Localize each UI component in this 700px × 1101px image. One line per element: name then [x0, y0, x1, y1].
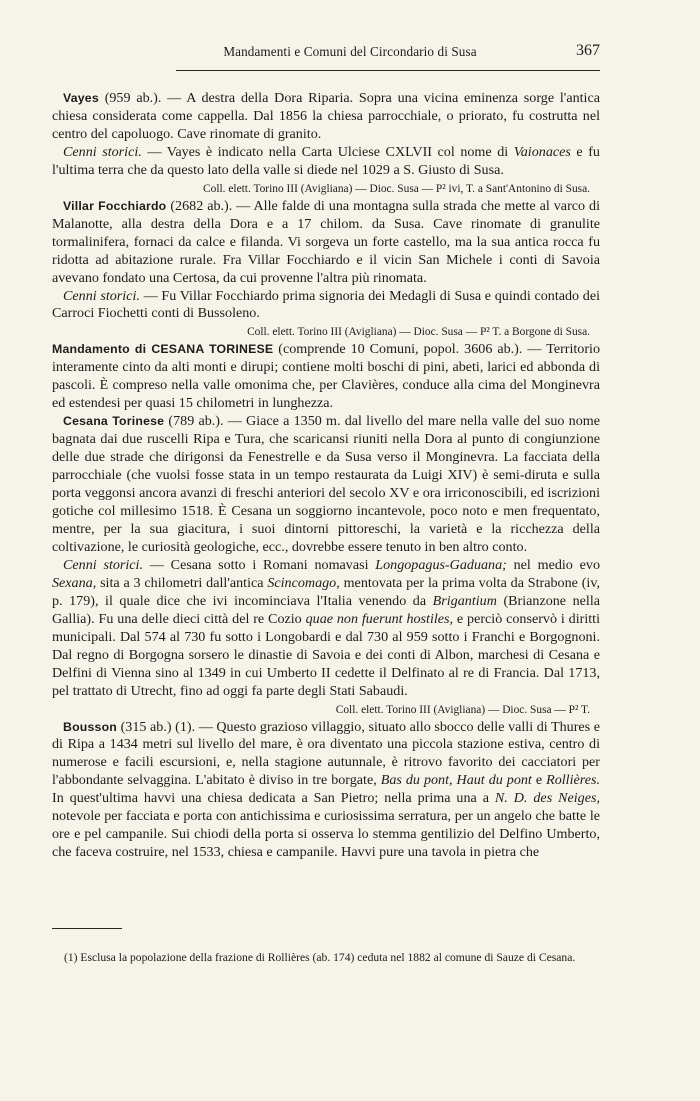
cenni-italic: Longopagus-Gaduana;: [375, 556, 507, 573]
cenni-text: — Cesana sotto i Romani nomavasi: [143, 556, 376, 573]
entry-bousson: [52, 719, 600, 863]
entry-name: Villar Focchiardo: [63, 198, 167, 213]
cenni-italic: Scincomago,: [267, 574, 340, 591]
cenni-label: Cenni storici.: [63, 287, 140, 304]
cenni-text: sita a 3 chilometri dall'antica: [96, 574, 268, 591]
cenni-text: — Fu Villar Focchiardo prima signoria dei Medagli di Susa e quindi contado dei Carroci Fiochetti conti di Bussoleno.: [52, 287, 600, 322]
mandamento-name: Mandamento di CESANA TORINESE: [52, 342, 274, 357]
entry-cesana-torinese: [52, 413, 600, 557]
cenni-label: Cenni storici.: [63, 556, 143, 573]
header-rule: [176, 70, 600, 71]
cenni-italic: quae non fuerunt hostiles,: [305, 610, 454, 627]
cenni-cesana: [52, 557, 600, 701]
entry-italic: Rollières.: [546, 772, 600, 789]
entry-name: Bousson: [63, 719, 118, 734]
entry-text: In quest'ultima havvi una chiesa dedicata a San Pietro; nella prima una a: [52, 790, 495, 807]
cenni-text: mentovata per la prima volta da Strabone (iv, p. 179), il quale dice che ivi incominciava l'Italia venendo da: [52, 574, 600, 609]
entry-name: Vayes: [63, 91, 99, 105]
coll-cesana: Coll. elett. Torino III (Avigliana) — Dioc. Susa — P² T.: [335, 703, 590, 716]
cenni-label: Cenni storici.: [63, 143, 142, 160]
entry-italic: N. D. des Neiges,: [494, 790, 600, 807]
running-title: Mandamenti e Comuni del Circondario di Susa: [223, 44, 477, 59]
cenni-text: e perciò conservò i diritti municipali. Dal 574 al 730 fu sotto i Longobardi e dal 730 al 959 sotto i Franchi e Borgognoni. Dal regno di Borgogna sorsero le dinastie di Savoia e dei conti di Albon, marchesi di Cesana e Delfini di Vienna sino al 1349 in cui Umberto II cedette il Delfinato al re di Francia. Dal 1713, pel trattato di Utrecht, fino ad oggi fa parte degli Stati Sabaudi.: [52, 610, 600, 699]
cenni-text: nel medio evo: [506, 556, 600, 573]
entry-name: Cesana Torinese: [63, 414, 165, 429]
entry-text: e: [531, 772, 547, 789]
cenni-text: (Brianzone nella Gallia). Fu una delle dieci città del re Cozio: [52, 592, 600, 627]
entry-text: (789 ab.). — Giace a 1350 m. dal livello del mare nella valle del suo nome bagnata dai due ruscelli Ripa e Tura, che scaricansi riuniti nella Dora al punto di congiunzione delle due strade che dirigonsi da Fenestrelle e da Susa verso il Monginevra. La facciata della parrocchiale (che vuolsi fosse stata in un tempo restaurata da Luigi XIV) è semi-diruta e sulla porta veggonsi ancora avanzi di freschi anteriori del secolo XV e ora irriconoscibili, ed iscrizioni gotiche col millesimo 1518. È Cesana un soggiorno incantevole, poco noto e men frequentato, mentre, per la sua giacitura, i suoi dintorni pittoreschi, la varietà e la ricchezza della coltivazione, le curiosità geologiche, ecc., dovrebbe essere tenuto in ben altro conto.: [52, 413, 600, 555]
page-number: 367: [576, 42, 600, 59]
cenni-villar: [52, 288, 600, 324]
cenni-text: e fu l'ultima terra che da questo lato della valle si diede nel 1029 a S. Giusto di Susa.: [52, 143, 600, 178]
main-text: [52, 90, 600, 862]
coll-vayes: Coll. elett. Torino III (Avigliana) — Dioc. Susa — P² ivi, T. a Sant'Antonino di Susa.: [203, 182, 590, 195]
entry-text: notevole per facciata e porta con antichissima e curiosissima serratura, per un angelo che batte le ore e pel campanile. Sui chiodi della porta si osserva lo stemma gentilizio del Delfino Umberto, che faceva costruire, nel 1533, chiesa e campanile. Havvi pure una tavola in pietra che: [52, 808, 600, 861]
entry-vayes: [52, 90, 600, 144]
cenni-italic: Vaionaces: [513, 143, 571, 160]
mandamento-text: (comprende 10 Comuni, popol. 3606 ab.). — Territorio interamente cinto da alti monti e dirupi; contiene molti boschi di pini, abeti, larici ed abbonda di pascoli. È compreso nella valle omonima che, per Clavières, conduce alla cima del Monginevra ed estendesi per quasi 15 chilometri in lunghezza.: [52, 341, 600, 412]
running-header: [0, 44, 700, 64]
footnote: (1) Esclusa la popolazione della frazione di Rollières (ab. 174) ceduta nel 1882 al comune di Sauze di Cesana.: [64, 950, 576, 964]
cenni-italic: Sexana,: [52, 574, 97, 591]
mandamento-cesana: [52, 341, 600, 413]
cenni-text: — Vayes è indicato nella Carta Ulciese CXLVII col nome di: [141, 143, 514, 160]
entry-text: (2682 ab.). — Alle falde di una montagna sulla strada che mette al varco di Malanotte, alla destra della Dora e a 17 chilom. da Susa. Cave rinomate di granulite tormalinifera, fornaci da calce e filanda. Vi sorgeva un forte castello, ma la sua antica rocca fu ridotta ad abitazione rurale. Fra Villar Focchiardo e il vicin San Michele i conti di Savoia avevano fondato una Certosa, da cui provenne l'altra più rinomata.: [52, 197, 600, 286]
cenni-vayes: [52, 144, 600, 180]
coll-villar: Coll. elett. Torino III (Avigliana) — Dioc. Susa — P² T. a Borgone di Susa.: [247, 326, 590, 339]
entry-text: (959 ab.). — A destra della Dora Riparia. Sopra una vicina eminenza sorge l'antica chiesa considerata come cappella. Dal 1856 la chiesa parrocchiale, o priorato, fu costrutta nel centro del capoluogo. Cave rinomate di granito.: [52, 90, 600, 142]
entry-italic: Bas du pont, Haut du pont: [380, 772, 532, 789]
entry-villar-focchiardo: [52, 198, 600, 288]
cenni-italic: Brigantium: [432, 592, 497, 609]
footnote-rule: [52, 928, 122, 929]
entry-text: (315 ab.) (1). — Questo grazioso villaggio, situato allo sbocco delle valli di Thures e di Ripa a 1434 metri sul livello del mare, è ora diventato una piccola stazione estiva, centro di numerose e facili escursioni, e, nella stagione autunnale, è ritrovo favorito dei cacciatori per l'abbondante selvaggina. L'abitato è diviso in tre borgate,: [52, 718, 600, 789]
